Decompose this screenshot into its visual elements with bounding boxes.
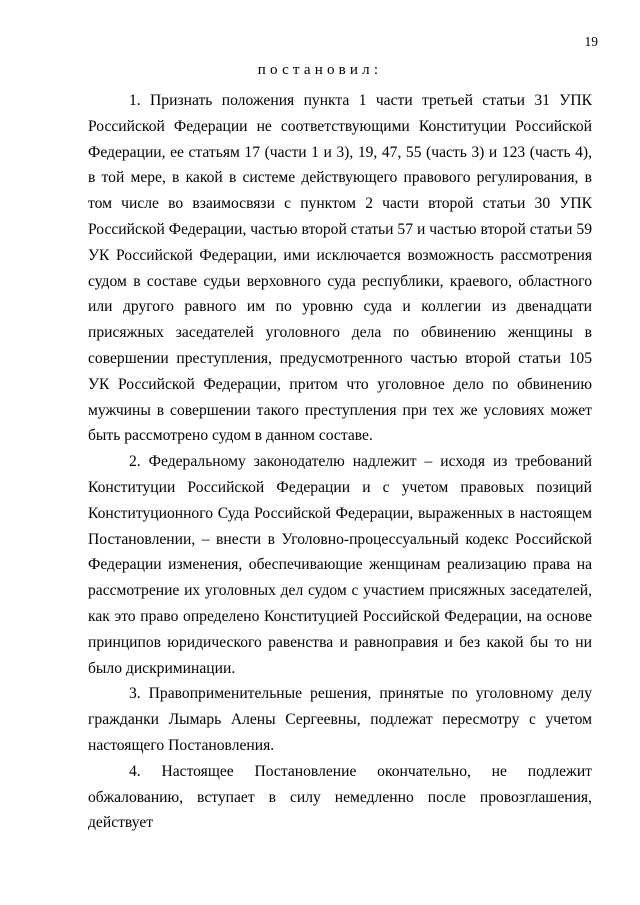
resolution-heading: постановил:	[257, 62, 383, 78]
paragraph-1: 1. Признать положения пункта 1 части третьей статьи 31 УПК Российской Федерации не соответствующими Конституции Российской Федерации, ее статьям 17 (части 1 и 3), 19, 47, 55 (часть 3) и 123 (часть 4), в той мере, в какой в системе действующего правового регулирования, в том числе во взаимосвязи с пунктом 2 части второй статьи 30 УПК Российской Федерации, частью второй статьи 57 и частью второй статьи 59 УК Российской Федерации, ими исключается возможность рассмотрения судом в составе судьи верховного суда республики, краевого, областного или другого равного им по уровню суда и коллегии из двенадцати присяжных заседателей уголовного дела по обвинению женщины в совершении преступления, предусмотренного частью второй статьи 105 УК Российской Федерации, притом что уголовное дело по обвинению мужчины в совершении такого преступления при тех же условиях может быть рассмотрено судом в данном составе.	[88, 92, 592, 445]
paragraph-2: 2. Федеральному законодателю надлежит – исходя из требований Конституции Российской Федерации и с учетом правовых позиций Конституционного Суда Российской Федерации, выраженных в настоящем Постановлении, – внести в Уголовно-процессуальный кодекс Российской Федерации изменения, обеспечивающие женщинам реализацию права на рассмотрение их уголовных дел судом с участием присяжных заседателей, как это право определено Конституцией Российской Федерации, на основе принципов юридического равенства и равноправия и без какой бы то ни было дискриминации.	[88, 453, 592, 677]
page-number: 19	[584, 34, 598, 49]
paragraph-4: 4. Настоящее Постановление окончательно, не подлежит обжалованию, вступает в силу немедленно после провозглашения, действует	[88, 762, 592, 832]
paragraph-3: 3. Правоприменительные решения, принятые по уголовному делу гражданки Лымарь Алены Сергеевны, подлежат пересмотру с учетом настоящего Постановления.	[88, 685, 592, 754]
document-body	[88, 88, 592, 836]
